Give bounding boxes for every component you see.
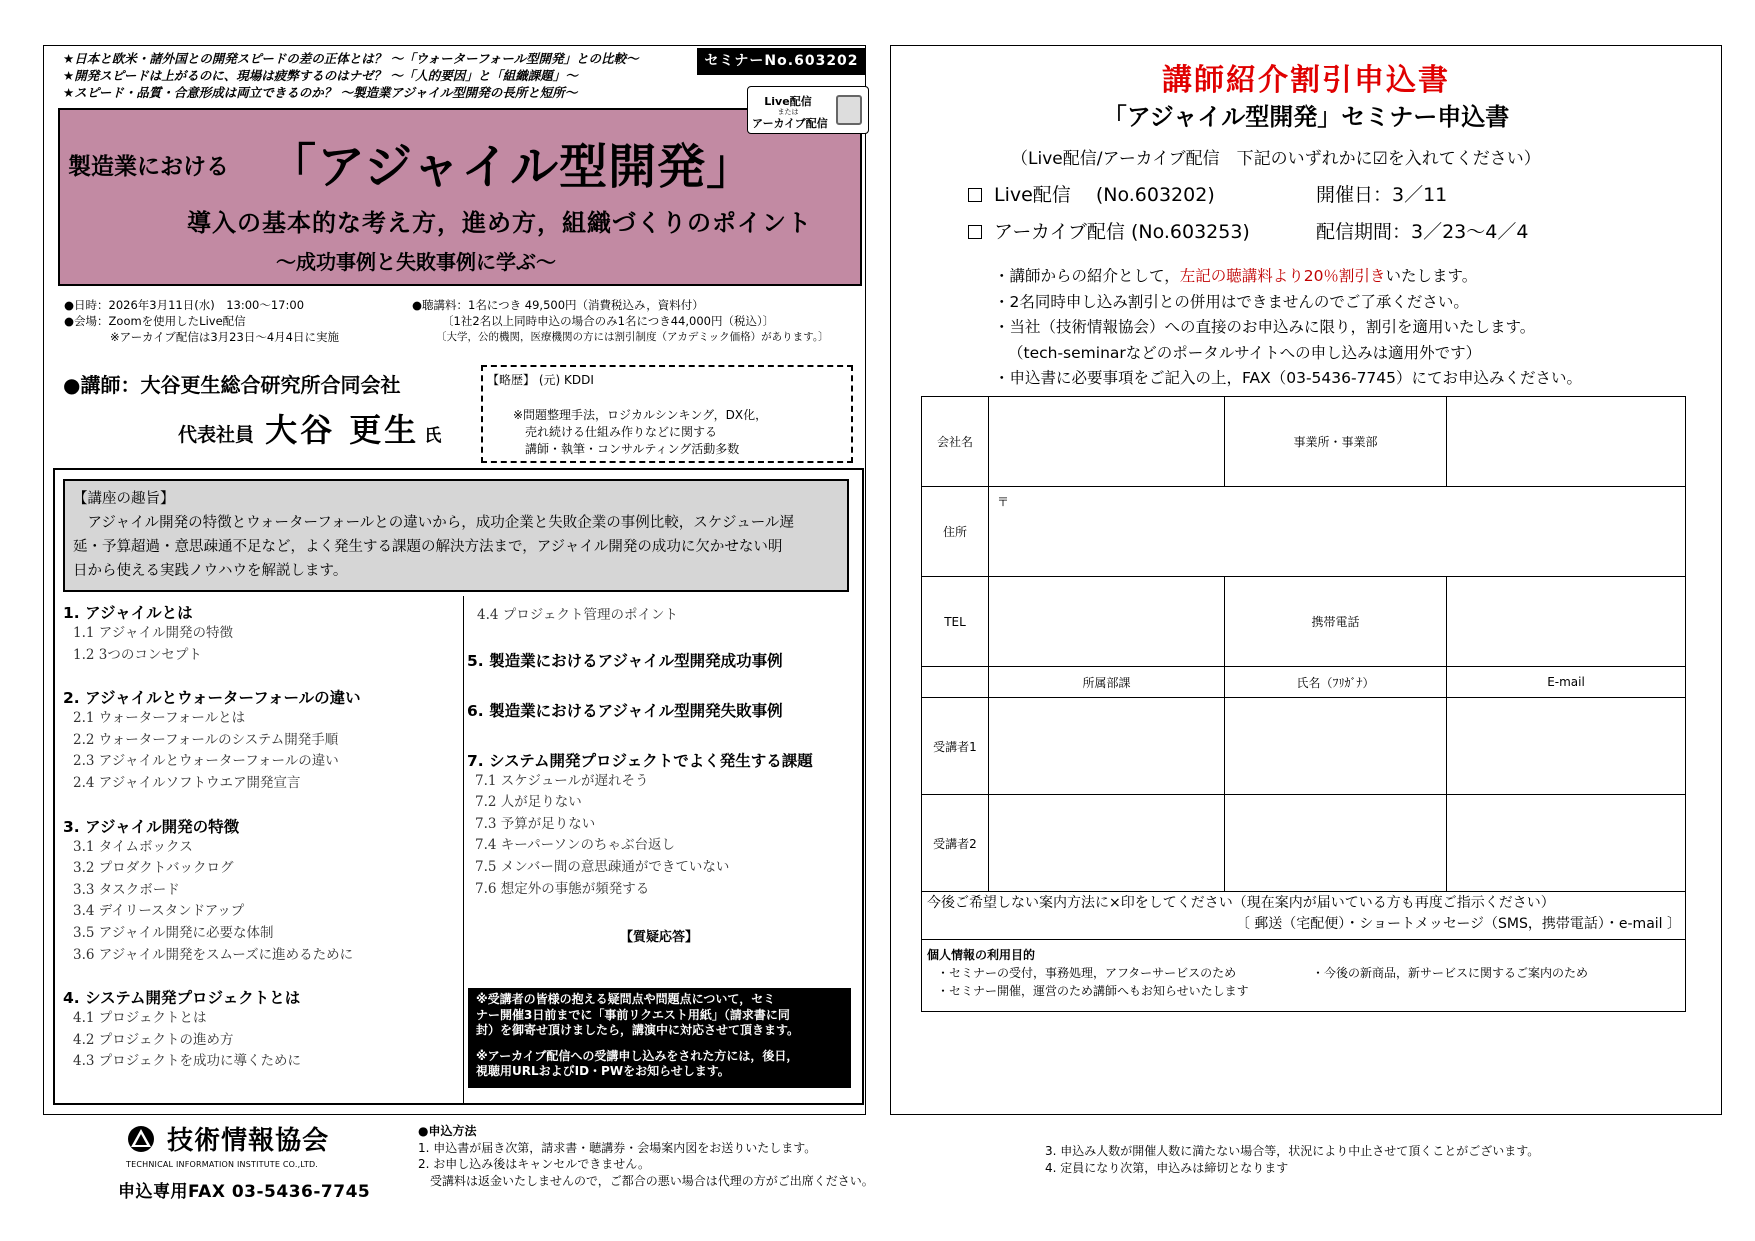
participant2-email[interactable] (1447, 795, 1686, 892)
office-field[interactable] (1447, 397, 1686, 487)
participant2-dept[interactable] (989, 795, 1225, 892)
contact-preference (927, 893, 1681, 935)
note-text: いたします。 (1385, 267, 1478, 285)
bio-line: 売れ続ける仕組み作りなどに関する (513, 425, 718, 439)
fee-main: ●聴講料：1名につき 49,500円（消費税込み，資料付） (412, 298, 704, 312)
lecturer-bio (481, 365, 853, 463)
fax-number: 申込専用FAX 03-5436-7745 (118, 1182, 371, 1202)
preference-options[interactable]: 〔 郵送（宅配便）・ショートメッセージ（SMS，携帯電話）・e-mail 〕 (1235, 916, 1681, 932)
delivery-badge (747, 86, 869, 134)
note-2: ・2名同時申し込み割引との併用はできませんのでご了承ください。 (994, 292, 1469, 311)
section-heading: 4. システム開発プロジェクトとは (63, 989, 301, 1008)
logo-text: 技術情報協会 (167, 1126, 330, 1156)
bio-head: 【略歴】 (元) KDDI (487, 373, 594, 387)
title-prefix: 製造業における (68, 154, 229, 180)
postal-mark: 〒 (997, 495, 1010, 509)
program-column-1 (63, 601, 463, 1073)
participant1-name[interactable] (1225, 698, 1447, 795)
section-items (467, 771, 857, 901)
option-archive-label: アーカイブ配信 (No.603253) (994, 221, 1250, 243)
monitor-icon (836, 95, 862, 125)
catchphrase-3: ★スピード・品質・合意形成は両立できるのか？ ～製造業アジャイル型開発の長所と短所～ (63, 85, 578, 100)
section-item: 2.4 アジャイルソフトウエア開発宣言 (73, 774, 301, 791)
lecturer-role: 代表社員 (178, 424, 255, 446)
address-field[interactable] (989, 487, 1686, 577)
address-label: 住所 (922, 487, 989, 577)
privacy-purpose (927, 946, 1687, 1000)
privacy-row (927, 964, 1687, 982)
email-header: E-mail (1447, 667, 1686, 698)
fee-academic: 〔大学，公的機関，医療機関の方には割引制度（アカデミック価格）があります。〕 (436, 331, 829, 343)
lecturer-name: 大谷 更生 (265, 411, 420, 449)
section-heading: 3. アジャイル開発の特徴 (63, 817, 240, 836)
company-label: 会社名 (922, 397, 989, 487)
name-header: 氏名（ﾌﾘｶﾞﾅ） (1225, 667, 1447, 698)
choose-instruction: （Live配信/アーカイブ配信 下記のいずれかに☑を入れてください） (1011, 149, 1541, 169)
lecturer-name-line (178, 405, 441, 451)
section-item: 7.3 予算が足りない (475, 815, 596, 832)
note-4: （tech-seminarなどのポータルサイトへの申し込みは適用外です） (1008, 343, 1482, 362)
subtitle-main: 導入の基本的な考え方，進め方，組織づくりのポイント (187, 209, 812, 237)
privacy-item: ・セミナーの受付，事務処理，アフターサービスのため (937, 966, 1237, 980)
fee-info (412, 297, 829, 345)
section-heading: 1. アジャイルとは (63, 604, 193, 622)
section-item: 3.4 デイリースタンドアップ (73, 903, 245, 920)
participant1-dept[interactable] (989, 698, 1225, 795)
section-item: 7.1 スケジュールが遅れそう (475, 772, 649, 789)
section-item: 3.3 タスクボード (73, 881, 180, 898)
option-live-label: Live配信 (No.603202) (994, 184, 1215, 206)
purpose-line: 【講座の趣旨】 (73, 491, 175, 507)
participant1-email[interactable] (1447, 698, 1686, 795)
purpose-line: 延・予算超過・意思疎通不足など，よく発生する課題の解決方法まで，アジャイル開発の成功に欠かせない明 (73, 539, 783, 555)
company-field[interactable] (989, 397, 1225, 487)
apply-line: 2. お申し込み後はキャンセルできません。 (418, 1157, 650, 1171)
badge-archive: アーカイブ配信 (752, 117, 828, 130)
section-item: 7.5 メンバー間の意思疎通ができていない (475, 858, 730, 875)
dept-header: 所属部課 (989, 667, 1225, 698)
note-line: 視聴用URLおよびID・PWをお知らせします。 (476, 1064, 730, 1078)
section-items (63, 1008, 463, 1073)
form-title: 講師紹介割引申込書 (1162, 63, 1450, 98)
note-line: ※受講者の皆様の抱える疑問点や問題点について，セミ (476, 992, 776, 1006)
application-method (418, 1123, 874, 1189)
event-date: ●日時：2026年3月11日(水) 13:00～17:00 (64, 298, 305, 312)
discount-notes (994, 264, 1582, 392)
event-venue: ●会場：Zoomを使用したLive配信 (64, 314, 246, 328)
bio-line: 講師・執筆・コンサルティング活動多数 (513, 442, 740, 456)
event-info (64, 297, 339, 345)
column-divider (463, 596, 464, 1104)
section-item: 3.1 タイムボックス (73, 838, 193, 855)
live-date: 開催日：3／11 (1316, 184, 1448, 206)
company-logo (126, 1120, 329, 1157)
section-item: 4.1 プロジェクトとは (73, 1010, 207, 1027)
discount-highlight: 左記の聴講料より20％割引き (1179, 267, 1386, 285)
apply-line: 受講料は返金いたしませんので，ご都合の悪い場合は代理の方がご出席ください。 (418, 1173, 874, 1188)
section-item: 7.4 キーパーソンのちゃぶ台返し (475, 837, 676, 854)
mobile-field[interactable] (1447, 577, 1686, 667)
section-item: 4.2 プロジェクトの進め方 (73, 1031, 234, 1048)
apply-heading: ●申込方法 (418, 1124, 477, 1138)
catchphrase-1: ★日本と欧米・諸外国との開発スピードの差の正体とは？ ～「ウォーターフォール型開発」との比較～ (63, 51, 639, 66)
section-item: 2.1 ウォーターフォールとは (73, 710, 246, 727)
section-items (63, 837, 463, 967)
section-item: 1.2 3つのコンセプト (73, 646, 202, 663)
note-3: ・当社（技術情報協会）への直接のお申込みに限り，割引を適用いたします。 (994, 318, 1536, 336)
participant2-label: 受講者2 (922, 795, 989, 892)
archive-period: 配信期間：3／23～4／4 (1316, 221, 1529, 243)
privacy-heading: 個人情報の利用目的 (927, 948, 1036, 962)
note-spacer (476, 1039, 843, 1049)
section-heading: 2. アジャイルとウォーターフォールの違い (63, 689, 361, 708)
section-item: 7.6 想定外の事態が頻発する (475, 880, 650, 897)
section-item: 4.3 プロジェクトを成功に導くために (73, 1053, 301, 1070)
page-title: 「アジャイル型開発」 (268, 139, 756, 195)
subtitle-sub: ～成功事例と失敗事例に学ぶ～ (276, 250, 556, 274)
header-blank (922, 667, 989, 698)
section-item: 3.6 アジャイル開発をスムーズに進めるために (73, 946, 354, 963)
purpose-line: アジャイル開発の特徴とウォーターフォールとの違いから，成功企業と失敗企業の事例比較，スケジュール遅 (73, 515, 794, 531)
section-heading: 6. 製造業におけるアジャイル型開発失敗事例 (467, 701, 783, 720)
badge-live: Live配信 (764, 95, 812, 108)
participant2-name[interactable] (1225, 795, 1447, 892)
privacy-item: ・今後の新商品，新サービスに関するご案内のため (1312, 966, 1589, 980)
section-item: 3.2 プロダクトバックログ (73, 860, 234, 877)
note-line: ナー開催3日前までに「事前リクエスト用紙」（請求書に同 (476, 1007, 790, 1022)
catchphrase-2: ★開発スピードは上がるのに、現場は疲弊するのはナゼ？ ～「人的要因」と「組織課題」～ (63, 68, 578, 83)
section-item: 2.3 アジャイルとウォーターフォールの違い (73, 753, 339, 770)
note-5: ・申込書に必要事項をご記入の上，FAX（03-5436-7745）にてお申込みください。 (994, 369, 1583, 387)
catchphrase-lines (63, 50, 639, 101)
preference-instruction: 今後ご希望しない案内方法に×印をしてください（現在案内が届いている方も再度ご指示ください） (927, 895, 1555, 911)
tel-label: TEL (922, 577, 989, 667)
section-items (63, 708, 463, 794)
section-item: 1.1 アジャイル開発の特徴 (73, 625, 233, 641)
note-text: ・講師からの紹介として， (994, 267, 1180, 285)
application-method-2 (1045, 1143, 1539, 1176)
section-heading: 7. システム開発プロジェクトでよく発生する課題 (467, 751, 813, 770)
section-item: 3.5 アジャイル開発に必要な体制 (73, 924, 274, 941)
section-heading: 5. 製造業におけるアジャイル型開発成功事例 (467, 651, 783, 670)
section-item: 7.2 人が足りない (475, 794, 582, 811)
mobile-label: 携帯電話 (1225, 577, 1447, 667)
section-item: 4.4 プロジェクト管理のポイント (477, 607, 678, 623)
course-purpose (63, 479, 849, 592)
option-live[interactable] (968, 180, 1215, 207)
logo-triangle-icon (126, 1125, 156, 1153)
apply-line: 1. 申込書が届き次第，請求書・聴講券・会場案内図をお送りいたします。 (418, 1140, 817, 1155)
bio-line: ※問題整理手法，ロジカルシンキング，DX化， (513, 408, 768, 422)
tel-field[interactable] (989, 577, 1225, 667)
apply-line: 3. 申込み人数が開催人数に満たない場合等，状況により中止させて頂くことがございます。 (1045, 1144, 1540, 1158)
option-archive[interactable] (968, 217, 1250, 244)
note-1 (994, 264, 1582, 290)
apply-line: 4. 定員になり次第，申込みは締切となります (1045, 1160, 1289, 1175)
participant1-label: 受講者1 (922, 698, 989, 795)
lecturer-honorific: 氏 (424, 426, 442, 446)
bio-body (513, 407, 767, 458)
fee-group: 〔1社2名以上同時申込の場合のみ1名につき44,000円（税込）〕 (442, 314, 775, 328)
qa-heading: 【質疑応答】 (620, 930, 699, 945)
program-column-2 (467, 605, 857, 900)
lecturer-org: ●講師：大谷更生総合研究所合同会社 (63, 373, 401, 397)
seminar-number-badge: セミナーNo.603202 (697, 48, 866, 75)
office-label: 事業所・事業部 (1225, 397, 1447, 487)
section-items (63, 623, 463, 666)
logo-english: TECHNICAL INFORMATION INSTITUTE CO.,LTD. (126, 1160, 319, 1169)
section-item: 2.2 ウォーターフォールのシステム開発手順 (73, 731, 339, 748)
live-checkbox[interactable] (968, 188, 982, 202)
badge-or: または (777, 108, 799, 116)
note-line: 封）を御寄せ頂けましたら，講演中に対応させて頂きます。 (476, 1023, 800, 1037)
archive-checkbox[interactable] (968, 225, 982, 239)
request-note (468, 988, 851, 1088)
purpose-line: 日から使える実践ノウハウを解説します。 (73, 563, 348, 579)
archive-note: ※アーカイブ配信は3月23日～4月4日に実施 (64, 330, 339, 344)
privacy-item: ・セミナー開催，運営のため講師へもお知らせいたします (937, 984, 1249, 998)
form-subtitle: 「アジャイル型開発」セミナー申込書 (1102, 103, 1510, 131)
note-line: ※アーカイブ配信への受講申し込みをされた方には，後日， (476, 1048, 799, 1063)
